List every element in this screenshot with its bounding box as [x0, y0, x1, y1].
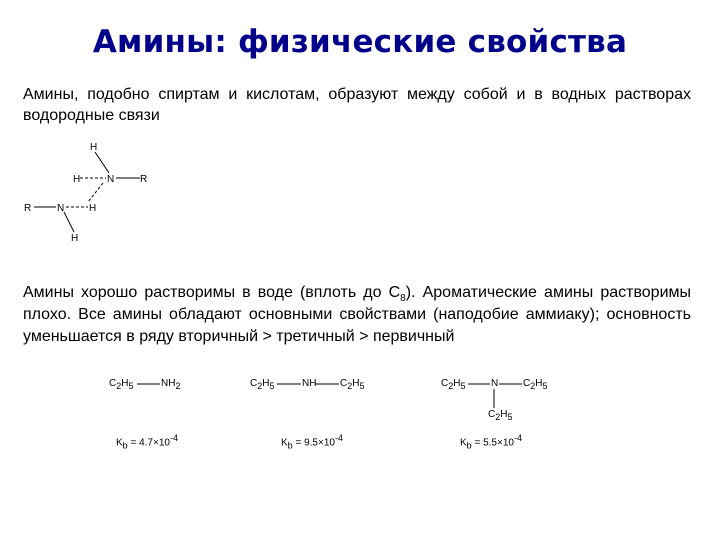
atom-n-upper: N — [107, 174, 115, 185]
slide-title: Амины: физические свойства — [92, 24, 628, 60]
atom-h-bottom: H — [71, 233, 79, 244]
tertiary-amine-right: $C_2H_5$ — [523, 378, 548, 391]
tertiary-amine-n: N — [491, 378, 499, 389]
tertiary-amine-left: $C_2H_5$ — [441, 378, 466, 391]
primary-amine-nh2: $NH_2$ — [161, 378, 181, 391]
atom-n-lower: N — [57, 203, 65, 214]
tertiary-amine-bottom: $C_2H_5$ — [488, 409, 513, 422]
solubility-paragraph: Амины хорошо растворимы в воде (вплоть до $C_8$). Ароматические амины растворимы плохо. Все амины обладают основными свойствами (наподобие аммиаку); основность уменьшается в ряду вторичный > третичный > первичный — [23, 284, 692, 345]
secondary-amine-left: $C_2H_5$ — [250, 378, 275, 391]
secondary-amine-right: $C_2H_5$ — [340, 378, 365, 391]
secondary-amine-nh: NH — [302, 378, 317, 389]
tertiary-amine-kb: $K_b = 5.5\times 10^{-4}$ — [460, 433, 522, 451]
atom-h-upper: H — [73, 174, 81, 185]
primary-amine-left: $C_2H_5$ — [109, 378, 134, 391]
secondary-amine-kb: $K_b = 9.5\times 10^{-4}$ — [281, 433, 343, 451]
atom-h-lower: H — [89, 203, 97, 214]
atom-h-top: H — [90, 142, 98, 153]
atom-r-lower: R — [24, 203, 32, 214]
intro-paragraph: Амины, подобно спиртам и кислотам, образуют между собой и в водных растворах водородные связи — [23, 86, 691, 124]
atom-r-upper: R — [140, 174, 148, 185]
primary-amine-kb: $K_b = 4.7\times 10^{-4}$ — [116, 433, 178, 451]
